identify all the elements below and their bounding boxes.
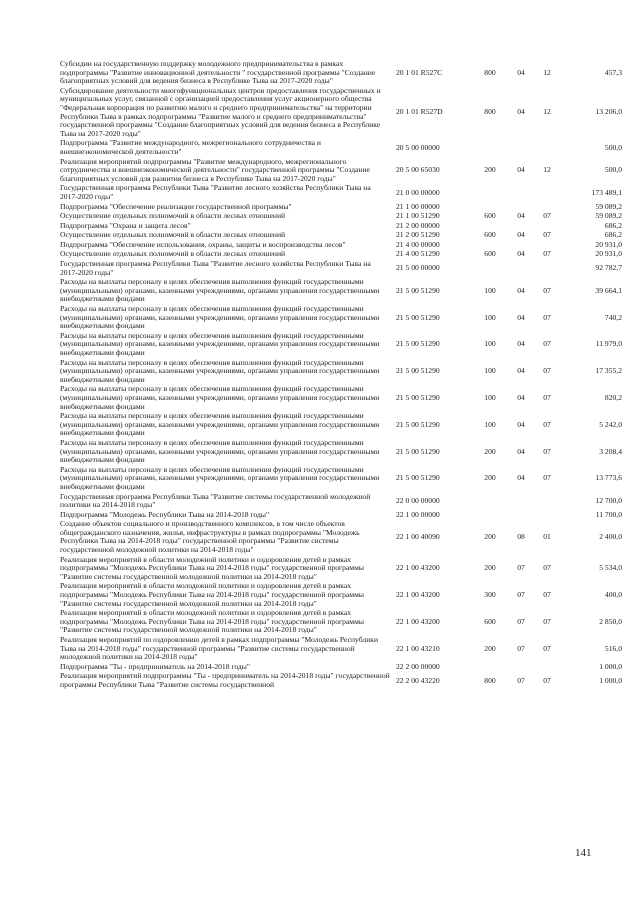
row-subsection: 12 bbox=[543, 165, 551, 175]
row-target-code: 22 1 00 43200 bbox=[396, 616, 440, 626]
row-subsection: 07 bbox=[543, 312, 551, 322]
row-target-code: 21 5 00 51290 bbox=[396, 366, 440, 376]
row-amount: 400,0 bbox=[604, 590, 622, 600]
row-description: Подпрограмма "Обеспечение использования, охраны, защиты и воспроизводства лесов" bbox=[60, 239, 346, 249]
row-target-code: 22 2 00 00000 bbox=[396, 661, 440, 671]
row-expense-type: 100 bbox=[484, 392, 496, 402]
row-description: Расходы на выплаты персоналу в целях обеспечения выполнения функций государственными (муниципальными) органами, казенными учреждениями, органами управления государственными внебюджетными фондами bbox=[60, 357, 380, 384]
row-amount: 12 700,0 bbox=[595, 495, 622, 505]
row-expense-type: 800 bbox=[484, 675, 496, 685]
row-target-code: 21 2 00 00000 bbox=[396, 220, 440, 230]
row-amount: 686,2 bbox=[604, 220, 622, 230]
row-expense-type: 800 bbox=[484, 67, 496, 77]
row-amount: 5 534,0 bbox=[599, 563, 622, 573]
row-expense-type: 800 bbox=[484, 107, 496, 117]
row-section: 07 bbox=[517, 675, 525, 685]
table-row bbox=[60, 412, 622, 439]
row-expense-type: 200 bbox=[484, 532, 496, 542]
row-amount: 2 850,0 bbox=[599, 616, 622, 626]
row-expense-type: 300 bbox=[484, 590, 496, 600]
row-description: Осуществление отдельных полномочий в области лесных отношений bbox=[60, 230, 286, 240]
row-description: Расходы на выплаты персоналу в целях обеспечения выполнения функций государственными (муниципальными) органами, казенными учреждениями, органами управления государственными внебюджетными фондами bbox=[60, 437, 380, 465]
row-amount: 457,3 bbox=[604, 67, 622, 77]
table-row bbox=[60, 520, 622, 555]
row-amount: 1 000,0 bbox=[599, 675, 622, 685]
row-amount: 11 979,0 bbox=[595, 339, 622, 349]
row-target-code: 21 5 00 00000 bbox=[396, 263, 440, 273]
row-expense-type: 600 bbox=[484, 249, 496, 259]
table-row bbox=[60, 636, 622, 663]
row-target-code: 21 5 00 51290 bbox=[396, 312, 440, 322]
row-subsection: 07 bbox=[543, 249, 551, 259]
row-amount: 820,2 bbox=[604, 392, 622, 402]
table-row bbox=[60, 582, 622, 609]
row-amount: 173 489,1 bbox=[591, 187, 622, 197]
row-subsection: 07 bbox=[543, 211, 551, 221]
row-amount: 500,0 bbox=[604, 165, 622, 175]
row-target-code: 21 1 00 51290 bbox=[396, 211, 440, 221]
row-expense-type: 200 bbox=[484, 643, 496, 653]
row-description: Подпрограмма "Обеспечение реализации государственной программы" bbox=[60, 201, 292, 211]
row-target-code: 21 4 00 51290 bbox=[396, 249, 440, 259]
table-row bbox=[60, 556, 622, 583]
row-section: 04 bbox=[517, 285, 525, 295]
row-subsection: 07 bbox=[543, 590, 551, 600]
row-target-code: 21 1 00 00000 bbox=[396, 201, 440, 211]
row-subsection: 07 bbox=[543, 392, 551, 402]
row-section: 07 bbox=[517, 616, 525, 626]
row-target-code: 22 1 00 00000 bbox=[396, 509, 440, 519]
row-subsection: 12 bbox=[543, 67, 551, 77]
row-description: Реализация мероприятий в области молодежной политики и оздоровления детей в рамках подпрограммы "Молодежь Республики Тыва на 2014-2018 годы" государственной программы "Развитие системы государственной молодежной политики на 2014-2018 годы" bbox=[60, 608, 365, 635]
row-amount: 59 089,2 bbox=[595, 211, 622, 221]
row-section: 04 bbox=[517, 339, 525, 349]
row-expense-type bbox=[472, 184, 508, 202]
table-row bbox=[60, 493, 622, 511]
row-amount: 39 664,1 bbox=[595, 285, 622, 295]
row-expense-type: 200 bbox=[484, 563, 496, 573]
row-section: 07 bbox=[517, 563, 525, 573]
row-section: 04 bbox=[517, 230, 525, 240]
row-target-code: 20 5 00 65030 bbox=[396, 165, 440, 175]
row-amount: 11 700,0 bbox=[595, 509, 622, 519]
row-amount: 13 773,6 bbox=[595, 473, 622, 483]
row-subsection bbox=[534, 260, 560, 278]
row-target-code: 22 0 00 00000 bbox=[396, 495, 440, 505]
row-expense-type: 200 bbox=[484, 165, 496, 175]
row-description: Субсидирование деятельности многофункциональных центров предоставления государственных и муниципальных услуг, связанной с организацией предоставления услуг акционерного общества "Федеральная корпорация по развитию малого и среднего предпринимательства" на территории Республики Тыва в рамках подпрограммы "Развитие малого и среднего предпринимательства" государственной программы "Создание благоприятных условий для ведения бизнеса в Республике Тыва на 2017-2020 годы" bbox=[60, 85, 381, 138]
row-expense-type: 200 bbox=[484, 473, 496, 483]
row-description: Осуществление отдельных полномочий в области лесных отношений bbox=[60, 211, 286, 221]
table-row bbox=[60, 87, 622, 140]
row-subsection: 07 bbox=[543, 643, 551, 653]
row-amount: 20 931,0 bbox=[595, 249, 622, 259]
row-expense-type: 600 bbox=[484, 211, 496, 221]
row-target-code: 22 1 00 43200 bbox=[396, 563, 440, 573]
table-row bbox=[60, 305, 622, 332]
row-description: Подпрограмма "Развитие международного, межрегионального сотрудничества и внешнеэкономической деятельности" bbox=[60, 138, 321, 156]
row-description: Реализация мероприятий в области молодежной политики и оздоровления детей в рамках подпрограммы "Молодежь Республики Тыва на 2014-2018 годы" государственной программы "Развитие системы государственной молодежной политики на 2014-2018 годы" bbox=[60, 554, 365, 581]
row-section: 04 bbox=[517, 211, 525, 221]
row-description: Расходы на выплаты персоналу в целях обеспечения выполнения функций государственными (муниципальными) органами, казенными учреждениями, органами управления государственными внебюджетными фондами bbox=[60, 384, 380, 411]
budget-table bbox=[60, 60, 622, 691]
row-target-code: 22 1 00 43200 bbox=[396, 590, 440, 600]
row-subsection bbox=[534, 139, 560, 157]
row-section: 07 bbox=[517, 590, 525, 600]
row-target-code: 21 4 00 00000 bbox=[396, 239, 440, 249]
row-target-code: 21 2 00 51290 bbox=[396, 230, 440, 240]
row-description: Расходы на выплаты персоналу в целях обеспечения выполнения функций государственными (муниципальными) органами, казенными учреждениями, органами управления государственными внебюджетными фондами bbox=[60, 464, 380, 491]
table-row bbox=[60, 184, 622, 202]
row-description: Государственная программа Республики Тыва "Развитие лесного хозяйства Республики Тыва на 2017-2020 годы" bbox=[60, 183, 371, 201]
row-target-code: 21 0 00 00000 bbox=[396, 187, 440, 197]
row-section: 04 bbox=[517, 473, 525, 483]
row-section: 04 bbox=[517, 392, 525, 402]
row-expense-type: 100 bbox=[484, 312, 496, 322]
row-subsection: 07 bbox=[543, 339, 551, 349]
row-section: 04 bbox=[517, 312, 525, 322]
row-subsection: 07 bbox=[543, 285, 551, 295]
row-subsection: 07 bbox=[543, 419, 551, 429]
row-description: Реализация мероприятий подпрограммы "Ты - предприниматель на 2014-2018 годы" государственной программы Республики Тыва "Развитие системы государственной bbox=[60, 671, 390, 689]
row-expense-type: 100 bbox=[484, 339, 496, 349]
row-target-code: 22 1 00 40090 bbox=[396, 532, 440, 542]
row-expense-type: 100 bbox=[484, 285, 496, 295]
row-amount: 13 206,0 bbox=[595, 107, 622, 117]
row-section: 08 bbox=[517, 532, 525, 542]
table-row bbox=[60, 609, 622, 636]
row-description: Субсидии на государственную поддержку молодежного предпринимательства в рамках подпрограммы "Развитие инновационной деятельности " государственной программы "Создание благоприятных условий для ведения бизнеса в Республике Тыва на 2017-2020 годы" bbox=[60, 59, 376, 86]
row-amount: 3 208,4 bbox=[599, 446, 622, 456]
row-expense-type bbox=[472, 493, 508, 511]
row-target-code: 21 5 00 51290 bbox=[396, 285, 440, 295]
row-target-code: 21 5 00 51290 bbox=[396, 392, 440, 402]
row-expense-type: 100 bbox=[484, 419, 496, 429]
table-row bbox=[60, 60, 622, 87]
row-description: Реализация мероприятий подпрограммы "Развитие международного, межрегионального сотрудничества и внешнеэкономической деятельности" государственной программы "Создание благоприятных условий для развития бизнеса в Республике Тыва на 2017-2020 годы" bbox=[60, 156, 370, 183]
row-expense-type: 100 bbox=[484, 366, 496, 376]
row-section: 04 bbox=[517, 446, 525, 456]
table-row bbox=[60, 439, 622, 466]
row-amount: 5 242,0 bbox=[599, 419, 622, 429]
row-subsection: 07 bbox=[543, 675, 551, 685]
row-amount: 686,2 bbox=[604, 230, 622, 240]
row-subsection: 07 bbox=[543, 473, 551, 483]
table-row bbox=[60, 672, 622, 690]
row-description: Осуществление отдельных полномочий в области лесных отношений bbox=[60, 249, 286, 259]
row-subsection bbox=[534, 493, 560, 511]
row-subsection: 07 bbox=[543, 563, 551, 573]
row-expense-type bbox=[472, 139, 508, 157]
row-section bbox=[508, 139, 534, 157]
row-section: 04 bbox=[517, 67, 525, 77]
row-target-code: 22 2 00 43220 bbox=[396, 675, 440, 685]
row-description: Подпрограмма "Молодежь Республики Тыва на 2014-2018 годы" bbox=[60, 509, 270, 519]
row-section: 04 bbox=[517, 107, 525, 117]
row-section bbox=[508, 184, 534, 202]
row-target-code: 21 5 00 51290 bbox=[396, 473, 440, 483]
row-amount: 516,0 bbox=[604, 643, 622, 653]
table-row bbox=[60, 332, 622, 359]
table-row bbox=[60, 139, 622, 157]
row-expense-type bbox=[472, 663, 508, 673]
row-section bbox=[508, 511, 534, 521]
row-amount: 1 000,0 bbox=[599, 661, 622, 671]
row-expense-type: 200 bbox=[484, 446, 496, 456]
row-amount: 92 782,7 bbox=[595, 263, 622, 273]
row-subsection bbox=[534, 511, 560, 521]
row-target-code: 21 5 00 51290 bbox=[396, 419, 440, 429]
row-section bbox=[508, 663, 534, 673]
row-expense-type bbox=[472, 260, 508, 278]
row-amount: 2 400,0 bbox=[599, 532, 622, 542]
row-description: Государственная программа Республики Тыва "Развитие лесного хозяйства Республики Тыва на 2017-2020 годы" bbox=[60, 259, 371, 277]
row-description: Государственная программа Республики Тыва "Развитие системы государственной молодежной политики на 2014-2018 годы" bbox=[60, 491, 371, 510]
row-expense-type: 600 bbox=[484, 616, 496, 626]
row-subsection: 12 bbox=[543, 107, 551, 117]
table-row bbox=[60, 158, 622, 185]
row-subsection: 07 bbox=[543, 366, 551, 376]
row-description: Расходы на выплаты персоналу в целях обеспечения выполнения функций государственными (муниципальными) органами, казенными учреждениями, органами управления государственными внебюджетными фондами bbox=[60, 330, 380, 357]
row-amount: 500,0 bbox=[604, 142, 622, 152]
row-section: 04 bbox=[517, 249, 525, 259]
row-section bbox=[508, 493, 534, 511]
row-target-code: 20 1 01 R527D bbox=[396, 107, 443, 117]
row-subsection bbox=[534, 663, 560, 673]
row-expense-type: 600 bbox=[484, 230, 496, 240]
row-target-code: 20 1 01 R527C bbox=[396, 67, 443, 77]
row-amount: 17 355,2 bbox=[595, 366, 622, 376]
row-section: 04 bbox=[517, 366, 525, 376]
table-row bbox=[60, 359, 622, 386]
row-description: Расходы на выплаты персоналу в целях обеспечения выполнения функций государственными (муниципальными) органами, казенными учреждениями, органами управления государственными внебюджетными фондами bbox=[60, 304, 380, 331]
row-expense-type bbox=[472, 511, 508, 521]
row-amount: 59 089,2 bbox=[595, 201, 622, 211]
row-target-code: 22 1 00 43210 bbox=[396, 643, 440, 653]
table-row bbox=[60, 260, 622, 278]
row-target-code: 21 5 00 51290 bbox=[396, 446, 440, 456]
row-description: Расходы на выплаты персоналу в целях обеспечения выполнения функций государственными (муниципальными) органами, казенными учреждениями, органами управления государственными внебюджетными фондами bbox=[60, 411, 380, 438]
row-section: 04 bbox=[517, 419, 525, 429]
page-number: 141 bbox=[575, 847, 592, 859]
budget-table-body bbox=[60, 60, 622, 691]
row-target-code: 21 5 00 51290 bbox=[396, 339, 440, 349]
row-description: Реализация мероприятий в области молодежной политики и оздоровления детей в рамках подпрограммы "Молодежь Республики Тыва на 2014-2018 годы" государственной программы "Развитие системы государственной молодежной политики на 2014-2018 годы" bbox=[60, 581, 365, 608]
row-subsection: 01 bbox=[543, 532, 551, 542]
row-description: Создание объектов социального и производственного комплексов, в том числе объектов общегражданского назначения, жилья, инфраструктуры в рамках подпрограммы "Молодежь Республики Тыва на 2014-2018 годы" государственной программы "Развитие системы государственной молодежной политики на 2014-2018 годы" bbox=[60, 519, 360, 555]
row-section bbox=[508, 260, 534, 278]
table-row bbox=[60, 466, 622, 493]
row-section: 04 bbox=[517, 165, 525, 175]
row-description: Реализация мероприятий по оздоровлению детей в рамках подпрограммы "Молодежь Республики Тыва на 2014-2018 годы" государственной программы "Развитие системы государственной молодежной политики на 2014-2018 годы" bbox=[60, 635, 379, 662]
row-description: Подпрограмма "Охрана и защита лесов" bbox=[60, 220, 191, 230]
row-subsection: 07 bbox=[543, 446, 551, 456]
row-subsection: 07 bbox=[543, 616, 551, 626]
row-section: 07 bbox=[517, 643, 525, 653]
row-amount: 20 931,0 bbox=[595, 239, 622, 249]
table-row bbox=[60, 278, 622, 305]
row-target-code: 20 5 00 00000 bbox=[396, 142, 440, 152]
row-description: Подпрограмма "Ты - предприниматель на 2014-2018 годы" bbox=[60, 661, 250, 671]
table-row bbox=[60, 385, 622, 412]
row-description: Расходы на выплаты персоналу в целях обеспечения выполнения функций государственными (муниципальными) органами, казенными учреждениями, органами управления государственными внебюджетными фондами bbox=[60, 277, 380, 304]
row-amount: 740,2 bbox=[604, 312, 622, 322]
row-subsection: 07 bbox=[543, 230, 551, 240]
row-subsection bbox=[534, 184, 560, 202]
